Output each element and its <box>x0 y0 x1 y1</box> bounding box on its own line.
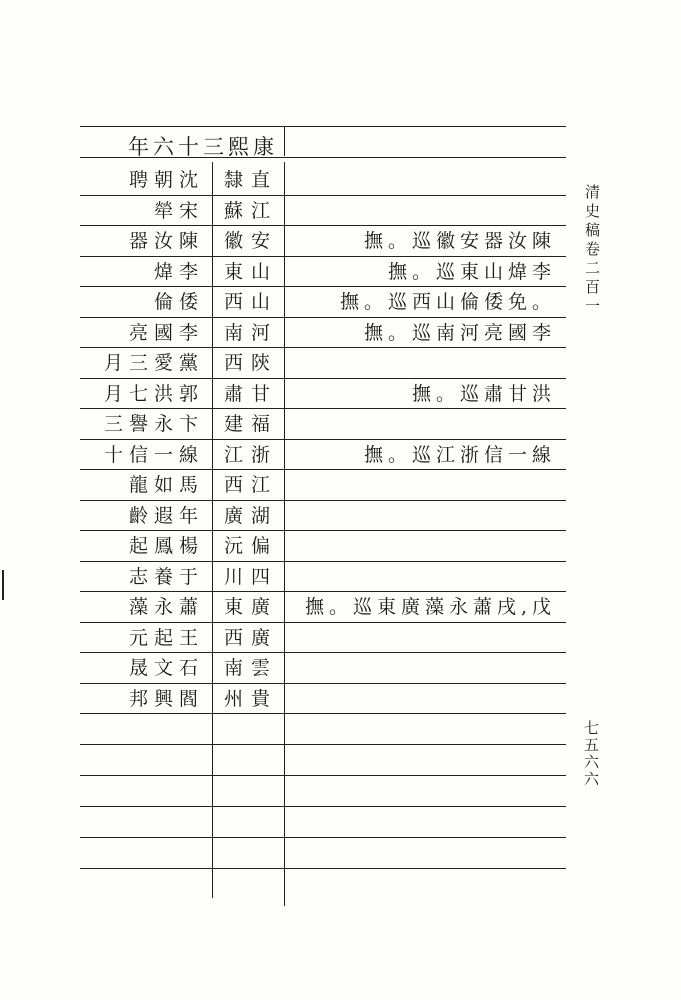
row-rule <box>80 408 566 409</box>
row-rule <box>80 530 566 531</box>
official-name-cell: 志養于 <box>128 565 204 588</box>
official-name-cell: 三譽永卞 <box>103 413 204 435</box>
side-title: 清史稿卷二百一 <box>583 184 601 317</box>
official-name-cell: 龍如馬 <box>128 474 204 496</box>
official-name-cell: 藻永蕭 <box>128 596 204 618</box>
row-rule <box>80 286 566 287</box>
official-name-cell: 起鳳楊 <box>128 535 204 557</box>
appointment-note-cell: 撫。巡東廣藻永蕭戌,戊 <box>304 596 556 618</box>
province-cell: 隸直 <box>223 169 278 191</box>
row-rule <box>80 317 566 318</box>
row-rule <box>80 439 566 440</box>
col-divider-header <box>284 126 285 156</box>
empty-row-rule <box>80 806 566 807</box>
province-cell: 東山 <box>223 260 278 283</box>
province-cell: 川四 <box>223 565 278 588</box>
margin-mark <box>2 570 4 600</box>
appointment-note-cell: 撫。巡徽安器汝陳 <box>363 230 556 252</box>
empty-row-rule <box>80 775 566 776</box>
row-rule <box>80 713 566 714</box>
appointment-note-cell: 撫。巡肅甘洪 <box>411 382 556 405</box>
official-name-cell: 月七洪郭 <box>103 382 204 405</box>
row-rule <box>80 378 566 379</box>
province-cell: 肅甘 <box>223 382 278 405</box>
row-rule <box>80 622 566 623</box>
row-rule <box>80 256 566 257</box>
province-cell: 南雲 <box>223 657 278 679</box>
official-name-cell: 晟文石 <box>128 657 204 679</box>
official-name-cell: 亮國李 <box>128 321 204 344</box>
year-header: 年六十三熙康 <box>128 135 278 159</box>
appointment-note-cell: 撫。巡南河亮國李 <box>363 321 556 344</box>
official-name-cell: 齡遐年 <box>128 504 204 527</box>
official-name-cell: 月三愛黨 <box>103 352 204 374</box>
province-cell: 州貴 <box>223 687 278 710</box>
col-divider-2 <box>284 162 285 906</box>
row-rule <box>80 195 566 196</box>
province-cell: 蘇江 <box>223 199 278 222</box>
official-name-cell: 煒李 <box>153 260 204 283</box>
appointment-note-cell: 撫。巡西山倫倭免。 <box>339 291 556 313</box>
row-rule <box>80 500 566 501</box>
official-name-cell: 犖宋 <box>153 199 204 222</box>
empty-row-rule <box>80 837 566 838</box>
row-rule <box>80 225 566 226</box>
row-rule <box>80 469 566 470</box>
province-cell: 廣湖 <box>223 504 278 527</box>
province-cell: 沅偏 <box>223 535 278 557</box>
row-rule <box>80 683 566 684</box>
province-cell: 東廣 <box>223 596 278 618</box>
empty-row-rule <box>80 744 566 745</box>
empty-row-rule <box>80 868 566 869</box>
appointment-note-cell: 撫。巡東山煒李 <box>387 260 556 283</box>
official-name-cell: 倫倭 <box>153 291 204 313</box>
official-name-cell: 元起王 <box>128 626 204 649</box>
official-name-cell: 邦興閻 <box>128 687 204 710</box>
province-cell: 徽安 <box>223 230 278 252</box>
page-number: 七五六六 <box>582 720 600 788</box>
row-rule <box>80 652 566 653</box>
official-name-cell: 聘朝沈 <box>128 169 204 191</box>
province-cell: 南河 <box>223 321 278 344</box>
row-rule <box>80 561 566 562</box>
province-cell: 江浙 <box>223 443 278 466</box>
official-name-cell: 十信一線 <box>103 443 204 466</box>
appointment-note-cell: 撫。巡江浙信一線 <box>363 443 556 466</box>
province-cell: 西江 <box>223 474 278 496</box>
top-rule <box>80 126 566 127</box>
province-cell: 建福 <box>223 413 278 435</box>
province-cell: 西陝 <box>223 352 278 374</box>
row-rule <box>80 591 566 592</box>
official-name-cell: 器汝陳 <box>128 230 204 252</box>
row-rule <box>80 347 566 348</box>
province-cell: 西廣 <box>223 626 278 649</box>
header-rule <box>80 157 566 158</box>
province-cell: 西山 <box>223 291 278 313</box>
